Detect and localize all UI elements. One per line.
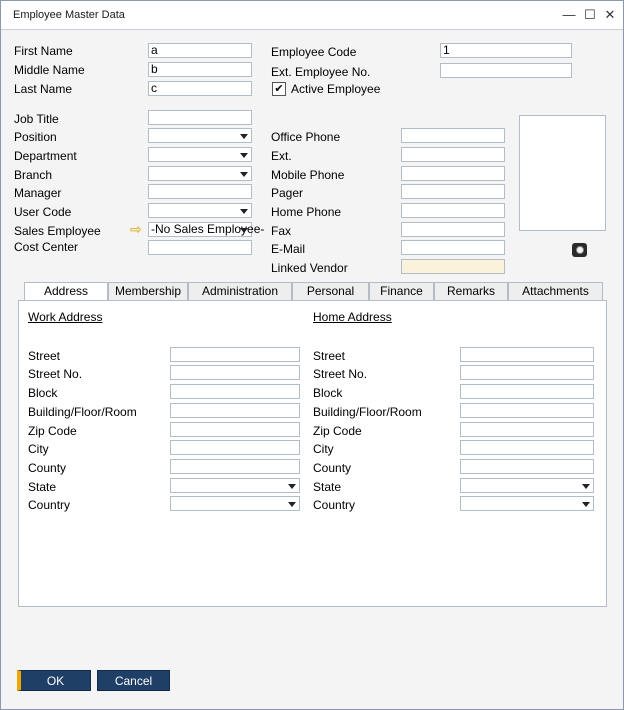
work-address-title: Work Address (28, 310, 103, 324)
home-state-label: State (313, 480, 342, 494)
mobile-phone-field[interactable] (401, 166, 505, 181)
work-street-label: Street (28, 349, 61, 363)
home-county-field[interactable] (460, 459, 594, 474)
work-building-field[interactable] (170, 403, 300, 418)
ext-employee-no-field[interactable] (440, 63, 572, 78)
work-zip-field[interactable] (170, 422, 300, 437)
fax-label: Fax (271, 224, 292, 238)
fax-field[interactable] (401, 222, 505, 237)
ext-field[interactable] (401, 147, 505, 162)
department-label: Department (14, 149, 77, 163)
work-county-label: County (28, 461, 67, 475)
linked-vendor-field[interactable] (401, 259, 505, 274)
camera-icon[interactable] (572, 243, 587, 257)
first-name-field[interactable]: a (148, 43, 252, 58)
home-zip-label: Zip Code (313, 424, 362, 438)
close-icon[interactable]: ✕ (604, 7, 616, 22)
home-phone-field[interactable] (401, 203, 505, 218)
position-dropdown[interactable] (148, 128, 252, 143)
tab-attachments[interactable]: Attachments (508, 282, 603, 300)
home-country-dropdown[interactable] (460, 496, 594, 511)
home-zip-field[interactable] (460, 422, 594, 437)
home-address-title: Home Address (313, 310, 392, 324)
work-block-field[interactable] (170, 384, 300, 399)
home-street-label: Street (313, 349, 346, 363)
work-country-label: Country (28, 498, 71, 512)
tab-remarks[interactable]: Remarks (434, 282, 508, 300)
home-block-field[interactable] (460, 384, 594, 399)
minimize-icon[interactable]: — (562, 7, 576, 22)
tab-address[interactable]: Address (24, 282, 108, 301)
linked-vendor-label: Linked Vendor (271, 261, 348, 275)
first-name-label: First Name (14, 44, 73, 58)
job-title-label: Job Title (14, 112, 59, 126)
sales-employee-dropdown[interactable]: -No Sales Employee- (148, 222, 252, 237)
active-employee-label: Active Employee (291, 82, 381, 96)
tab-personal[interactable]: Personal (292, 282, 369, 300)
user-code-dropdown[interactable] (148, 203, 252, 218)
active-employee-checkbox[interactable]: ✔ (272, 82, 286, 96)
work-city-field[interactable] (170, 440, 300, 455)
department-dropdown[interactable] (148, 147, 252, 162)
user-code-label: User Code (14, 205, 72, 219)
work-state-label: State (28, 480, 57, 494)
maximize-icon[interactable]: ☐ (584, 7, 596, 22)
work-zip-label: Zip Code (28, 424, 77, 438)
office-phone-label: Office Phone (271, 130, 341, 144)
home-city-field[interactable] (460, 440, 594, 455)
title-bar (1, 1, 623, 30)
middle-name-label: Middle Name (14, 63, 85, 77)
home-street-no-field[interactable] (460, 365, 594, 380)
tab-administration[interactable]: Administration (188, 282, 292, 300)
home-state-dropdown[interactable] (460, 478, 594, 493)
last-name-label: Last Name (14, 82, 73, 96)
work-city-label: City (28, 442, 49, 456)
work-street-no-field[interactable] (170, 365, 300, 380)
middle-name-field[interactable]: b (148, 62, 252, 77)
email-label: E-Mail (271, 242, 306, 256)
window-title: Employee Master Data (13, 9, 125, 21)
home-street-field[interactable] (460, 347, 594, 362)
pager-label: Pager (271, 186, 304, 200)
employee-photo[interactable] (519, 115, 606, 231)
work-street-field[interactable] (170, 347, 300, 362)
home-block-label: Block (313, 386, 343, 400)
home-building-label: Building/Floor/Room (313, 405, 422, 419)
employee-code-label: Employee Code (271, 45, 357, 59)
link-arrow-icon[interactable]: ⇨ (130, 221, 142, 237)
home-phone-label: Home Phone (271, 205, 342, 219)
home-country-label: Country (313, 498, 356, 512)
home-city-label: City (313, 442, 334, 456)
home-building-field[interactable] (460, 403, 594, 418)
ok-button[interactable]: OK (17, 670, 91, 691)
work-county-field[interactable] (170, 459, 300, 474)
last-name-field[interactable]: c (148, 81, 252, 96)
ext-label: Ext. (271, 149, 292, 163)
office-phone-field[interactable] (401, 128, 505, 143)
branch-label: Branch (14, 168, 53, 182)
work-country-dropdown[interactable] (170, 496, 300, 511)
work-block-label: Block (28, 386, 58, 400)
position-label: Position (14, 130, 57, 144)
home-county-label: County (313, 461, 352, 475)
cancel-button[interactable]: Cancel (97, 670, 170, 691)
employee-code-field[interactable]: 1 (440, 43, 572, 58)
work-street-no-label: Street No. (28, 367, 83, 381)
pager-field[interactable] (401, 184, 505, 199)
cost-center-label: Cost Center (14, 240, 79, 254)
email-field[interactable] (401, 240, 505, 255)
cost-center-field[interactable] (148, 240, 252, 255)
sales-employee-label: Sales Employee (14, 224, 101, 238)
manager-label: Manager (14, 186, 62, 200)
work-state-dropdown[interactable] (170, 478, 300, 493)
work-building-label: Building/Floor/Room (28, 405, 137, 419)
ext-employee-no-label: Ext. Employee No. (271, 65, 371, 79)
manager-field[interactable] (148, 184, 252, 199)
mobile-phone-label: Mobile Phone (271, 168, 345, 182)
branch-dropdown[interactable] (148, 166, 252, 181)
tab-membership[interactable]: Membership (108, 282, 188, 300)
tab-finance[interactable]: Finance (369, 282, 434, 300)
job-title-field[interactable] (148, 110, 252, 125)
home-street-no-label: Street No. (313, 367, 368, 381)
